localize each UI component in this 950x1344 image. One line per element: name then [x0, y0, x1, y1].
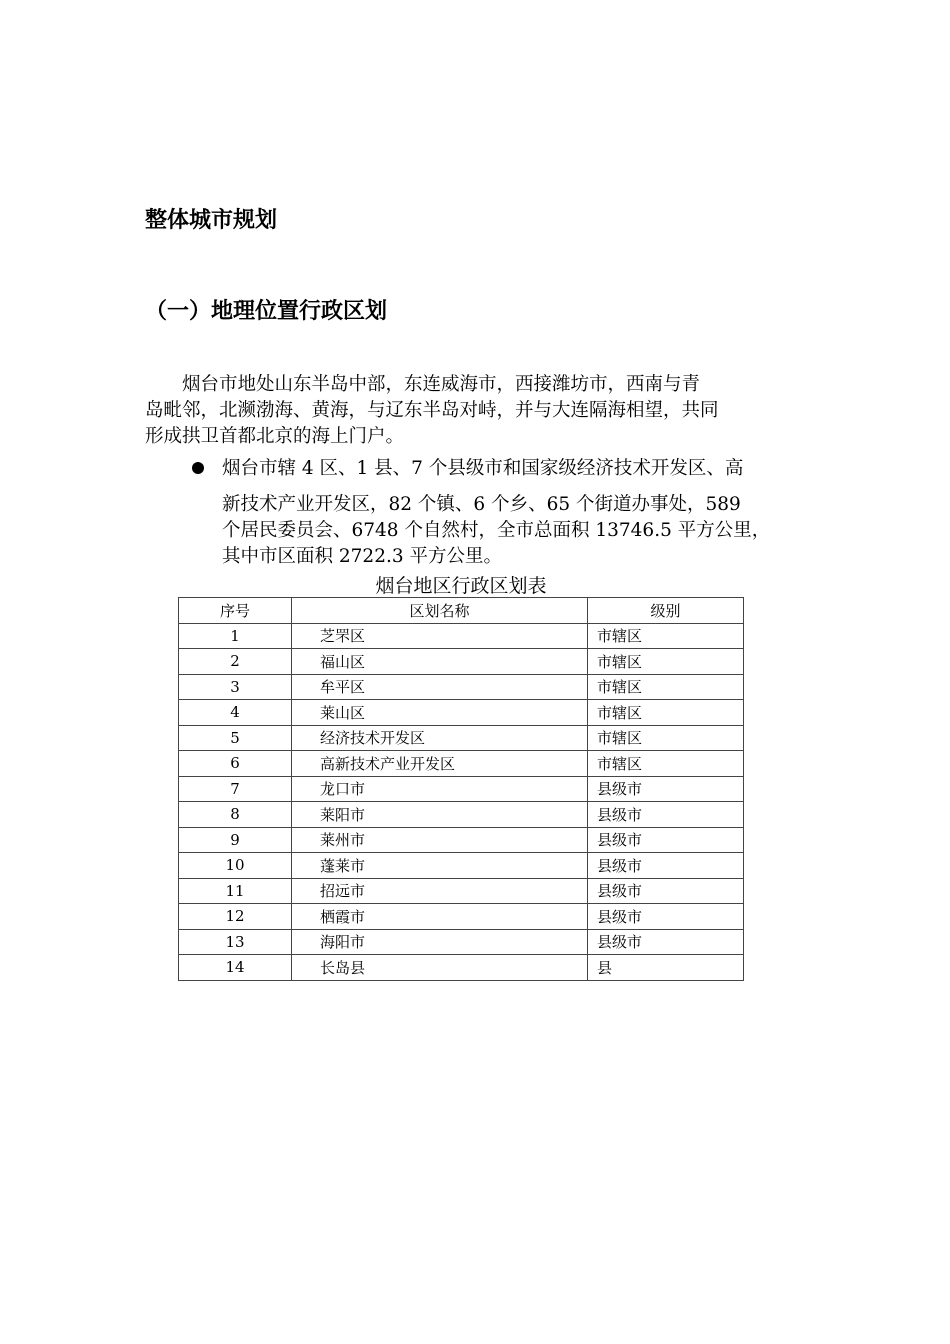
- admin-division-table: [178, 597, 744, 981]
- cell-name: 经济技术开发区: [292, 725, 588, 751]
- cell-name: 芝罘区: [292, 623, 588, 649]
- cell-level: 县级市: [588, 878, 744, 904]
- cell-index: 9: [179, 827, 292, 853]
- cell-name: 牟平区: [292, 674, 588, 700]
- cell-index: 4: [179, 700, 292, 726]
- table-row: [179, 853, 744, 879]
- paragraph-line: 烟台市地处山东半岛中部，东连威海市，西接潍坊市，西南与青: [145, 374, 701, 395]
- cell-level: 市辖区: [588, 751, 744, 777]
- cell-index: 2: [179, 649, 292, 675]
- table-row: [179, 802, 744, 828]
- cell-level: 县级市: [588, 929, 744, 955]
- column-header-level: 级别: [588, 598, 744, 624]
- cell-level: 县级市: [588, 827, 744, 853]
- column-header-name: 区划名称: [292, 598, 588, 624]
- table-row: [179, 725, 744, 751]
- table-header-row: [179, 598, 744, 624]
- cell-level: 县级市: [588, 904, 744, 930]
- intro-paragraph: [145, 372, 815, 450]
- table-row: [179, 700, 744, 726]
- table-body: [179, 623, 744, 980]
- cell-index: 14: [179, 955, 292, 981]
- cell-name: 莱阳市: [292, 802, 588, 828]
- cell-level: 市辖区: [588, 623, 744, 649]
- cell-name: 龙口市: [292, 776, 588, 802]
- cell-level: 县: [588, 955, 744, 981]
- cell-level: 市辖区: [588, 649, 744, 675]
- cell-name: 蓬莱市: [292, 853, 588, 879]
- table-row: [179, 929, 744, 955]
- table-row: [179, 674, 744, 700]
- table-row: [179, 878, 744, 904]
- cell-index: 13: [179, 929, 292, 955]
- cell-name: 莱山区: [292, 700, 588, 726]
- table-caption: 烟台地区行政区划表: [375, 575, 547, 597]
- cell-index: 1: [179, 623, 292, 649]
- document-heading: 整体城市规划: [145, 208, 278, 233]
- cell-level: 县级市: [588, 853, 744, 879]
- cell-level: 县级市: [588, 776, 744, 802]
- cell-level: 市辖区: [588, 700, 744, 726]
- bullet-line: 烟台市辖 4 区、1 县、7 个县级市和国家级经济技术开发区、高: [222, 458, 744, 479]
- table-row: [179, 827, 744, 853]
- cell-name: 高新技术产业开发区: [292, 751, 588, 777]
- paragraph-line: 岛毗邻，北濒渤海、黄海，与辽东半岛对峙，并与大连隔海相望，共同: [145, 400, 719, 421]
- bullet-icon: [192, 462, 204, 474]
- cell-index: 11: [179, 878, 292, 904]
- cell-name: 福山区: [292, 649, 588, 675]
- cell-index: 7: [179, 776, 292, 802]
- table-row: [179, 623, 744, 649]
- cell-index: 10: [179, 853, 292, 879]
- cell-index: 6: [179, 751, 292, 777]
- bullet-line: 其中市区面积 2722.3 平方公里。: [222, 546, 502, 567]
- cell-index: 5: [179, 725, 292, 751]
- cell-level: 县级市: [588, 802, 744, 828]
- bullet-paragraph: [222, 456, 842, 570]
- cell-name: 招远市: [292, 878, 588, 904]
- cell-name: 莱州市: [292, 827, 588, 853]
- cell-index: 3: [179, 674, 292, 700]
- table-row: [179, 751, 744, 777]
- table-row: [179, 649, 744, 675]
- bullet-line: 新技术产业开发区，82 个镇、6 个乡、65 个街道办事处，589: [222, 494, 741, 515]
- table-row: [179, 955, 744, 981]
- table-row: [179, 776, 744, 802]
- table-row: [179, 904, 744, 930]
- cell-level: 市辖区: [588, 725, 744, 751]
- cell-index: 8: [179, 802, 292, 828]
- section-title: （一）地理位置行政区划: [145, 299, 388, 324]
- cell-name: 海阳市: [292, 929, 588, 955]
- cell-level: 市辖区: [588, 674, 744, 700]
- column-header-index: 序号: [179, 598, 292, 624]
- cell-name: 栖霞市: [292, 904, 588, 930]
- cell-index: 12: [179, 904, 292, 930]
- bullet-line: 个居民委员会、6748 个自然村，全市总面积 13746.5 平方公里，: [222, 520, 771, 541]
- cell-name: 长岛县: [292, 955, 588, 981]
- paragraph-line: 形成拱卫首都北京的海上门户。: [145, 426, 405, 447]
